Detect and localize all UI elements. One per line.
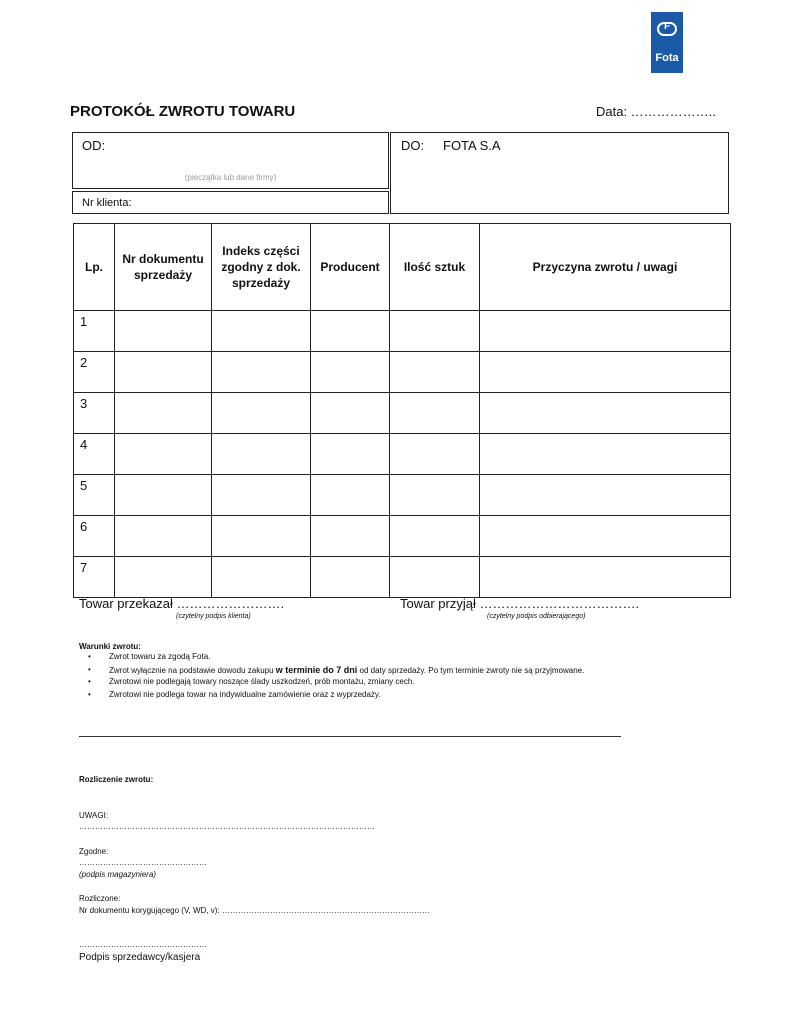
condition-text: Zwrot wyłącznie na podstawie dowodu zakupu [109,665,276,675]
recipient-value: FOTA S.A [443,138,501,153]
table-cell[interactable] [212,352,311,393]
document-title: PROTOKÓŁ ZWROTU TOWARU [70,103,296,120]
table-row [74,352,731,393]
table-cell[interactable] [115,393,212,434]
table-cell[interactable] [390,557,480,598]
seller-signature-label: Podpis sprzedawcy/kasjera [79,952,201,963]
column-header-part-index: Indeks części zgodny z dok. sprzedaży [212,224,311,311]
return-items-table [73,223,731,598]
table-row [74,557,731,598]
table-cell[interactable] [212,434,311,475]
column-header-sales-document: Nr dokumentu sprzedaży [115,224,212,311]
column-header-quantity: Ilość sztuk [390,224,480,311]
table-cell[interactable] [480,393,731,434]
condition-item [79,664,584,677]
agreed-hint: (podpis magazyniera) [79,870,156,879]
table-row [74,393,731,434]
table-cell[interactable] [311,475,390,516]
table-row [74,516,731,557]
table-cell[interactable] [390,516,480,557]
table-cell[interactable] [480,434,731,475]
client-number-label: Nr klienta: [82,197,132,209]
received-hint: (czytelny podpis odbierającego) [487,613,586,620]
date-field: Data: ……………….. [596,104,716,119]
correction-document: Nr dokumentu korygującego (V, WD, v): …………………………………………………………………… [79,906,430,915]
table-cell[interactable] [390,434,480,475]
table-cell[interactable] [115,434,212,475]
table-cell[interactable] [115,557,212,598]
notes-line: ………………………………………………………………………………………………… [79,822,375,831]
recipient-label: DO: [401,138,425,153]
table-cell[interactable] [480,516,731,557]
agreed-line: ………………………………………… [79,858,207,867]
table-cell[interactable] [311,557,390,598]
column-header-reason: Przyczyna zwrotu / uwagi [480,224,731,311]
table-cell[interactable] [311,311,390,352]
table-cell[interactable] [390,352,480,393]
row-number: 1 [74,311,115,352]
table-cell[interactable] [311,516,390,557]
row-number: 4 [74,434,115,475]
condition-text: Zwrot towaru za zgodą Fota. [109,652,211,661]
table-cell[interactable] [480,475,731,516]
conditions-list [79,651,584,701]
condition-item [79,676,584,689]
table-cell[interactable] [480,352,731,393]
table-header-row [74,224,731,311]
table-cell[interactable] [212,311,311,352]
table-row [74,475,731,516]
table-cell[interactable] [212,516,311,557]
agreed-label: Zgodne: [79,847,109,856]
fota-logo-letter: F [663,21,671,32]
settled-label: Rozliczone: [79,894,121,903]
table-cell[interactable] [212,475,311,516]
handover-hint: (czytelny podpis klienta) [176,613,251,620]
table-cell[interactable] [115,516,212,557]
recipient-box [390,132,729,214]
row-number: 5 [74,475,115,516]
condition-deadline: w terminie do 7 dni [275,664,358,675]
table-cell[interactable] [480,311,731,352]
settlement-title: Rozliczenie zwrotu: [79,775,154,784]
table-cell[interactable] [311,352,390,393]
received-signature: Towar przyjął ………………………………. [400,596,640,611]
table-cell[interactable] [390,311,480,352]
table-cell[interactable] [115,352,212,393]
table-cell[interactable] [311,393,390,434]
row-number: 7 [74,557,115,598]
table-cell[interactable] [390,475,480,516]
fota-logo-mark [657,22,677,36]
column-header-lp: Lp. [74,224,115,311]
row-number: 2 [74,352,115,393]
condition-text: Zwrotowi nie podlega towar na indywidualne zamówienie oraz z wyprzedaży. [109,689,381,699]
table-cell[interactable] [115,311,212,352]
section-divider [79,736,621,737]
fota-logo-text: Fota [655,52,679,64]
column-header-producer: Producent [311,224,390,311]
table-cell[interactable] [212,393,311,434]
condition-text: od daty sprzedaży. Po tym terminie zwroty nie są przyjmowane. [357,665,585,675]
condition-item [79,689,584,702]
table-cell[interactable] [311,434,390,475]
table-cell[interactable] [115,475,212,516]
sender-label: OD: [82,138,106,153]
notes-label: UWAGI: [79,811,109,820]
seller-signature-line: ………………………………………… [79,940,207,949]
fota-logo [651,12,683,73]
table-cell[interactable] [480,557,731,598]
condition-text: Zwrotowi nie podlegają towary noszące ślady uszkodzeń, prób montażu, zmiany cech. [109,677,415,686]
conditions-title: Warunki zwrotu: [79,642,141,651]
condition-item [79,651,584,664]
row-number: 3 [74,393,115,434]
table-row [74,434,731,475]
handover-signature: Towar przekazał ……………………. [79,596,285,611]
row-number: 6 [74,516,115,557]
stamp-hint: (pieczątka lub dane firmy) [184,173,277,182]
table-cell[interactable] [212,557,311,598]
table-cell[interactable] [390,393,480,434]
table-row [74,311,731,352]
